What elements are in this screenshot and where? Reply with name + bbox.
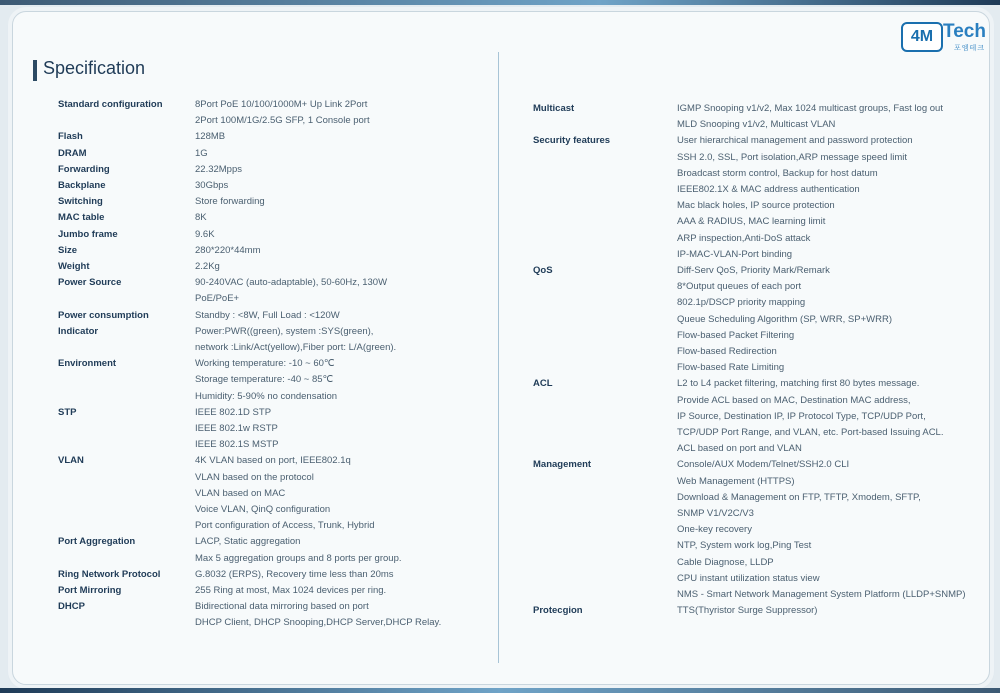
spec-value: 1G — [195, 147, 208, 159]
spec-label: Multicast — [533, 103, 575, 114]
spec-value: 255 Ring at most, Max 1024 devices per ring. — [195, 585, 387, 596]
spec-label: Standard configuration — [58, 99, 163, 110]
logo-mark: 4M — [901, 22, 943, 52]
spec-value: VLAN based on MAC — [195, 487, 286, 499]
spec-value: User hierarchical management and password protection — [677, 135, 913, 147]
spec-value: Download & Management on FTP, TFTP, Xmodem, SFTP, — [677, 491, 921, 503]
spec-value: Web Management (HTTPS) — [677, 475, 795, 487]
title-accent — [33, 60, 37, 81]
spec-value: 9.6K — [195, 228, 215, 240]
column-divider — [498, 52, 499, 663]
top-accent-bar — [0, 0, 1000, 5]
spec-label: Port Mirroring — [58, 585, 122, 596]
spec-label: Ring Network Protocol — [58, 568, 161, 580]
spec-value: TTS(Thyristor Surge Suppressor) — [677, 605, 818, 617]
spec-value: ARP inspection,Anti-DoS attack — [677, 232, 811, 244]
spec-value: Mac black holes, IP source protection — [677, 200, 835, 212]
spec-value: IEEE 802.1w RSTP — [195, 423, 278, 434]
spec-label: DRAM — [58, 147, 87, 159]
spec-label: Power Source — [58, 277, 122, 289]
spec-value: One-key recovery — [677, 524, 752, 536]
page-title: Specification — [43, 58, 146, 78]
spec-value: SNMP V1/V2C/V3 — [677, 508, 754, 519]
spec-label: Management — [533, 459, 592, 471]
spec-value: LACP, Static aggregation — [195, 536, 301, 548]
spec-value: 2.2Kg — [195, 261, 220, 272]
spec-label: MAC table — [58, 212, 105, 224]
spec-label: ACL — [533, 378, 553, 390]
spec-value: Console/AUX Modem/Telnet/SSH2.0 CLI — [677, 459, 850, 471]
spec-label: Security features — [533, 135, 611, 147]
spec-value: 128MB — [195, 131, 226, 143]
spec-value: Store forwarding — [195, 196, 265, 208]
spec-label: QoS — [533, 265, 553, 276]
spec-value: 90-240VAC (auto-adaptable), 50-60Hz, 130W — [195, 277, 388, 289]
spec-label: DHCP — [58, 601, 85, 613]
spec-label: Switching — [58, 196, 103, 208]
spec-value: SSH 2.0, SSL, Port isolation,ARP message speed limit — [677, 151, 908, 163]
spec-value: Bidirectional data mirroring based on port — [195, 601, 369, 613]
spec-value: Voice VLAN, QinQ configuration — [195, 504, 331, 515]
spec-value: PoE/PoE+ — [195, 293, 240, 305]
spec-label: STP — [58, 406, 77, 418]
spec-label: Backplane — [58, 180, 106, 191]
spec-value: 30Gbps — [195, 180, 229, 191]
spec-label: Indicator — [58, 325, 99, 337]
spec-value: IEEE 802.1S MSTP — [195, 439, 279, 451]
spec-value: network :Link/Act(yellow),Fiber port: L/A(green). — [195, 342, 397, 353]
spec-value: 8*Output queues of each port — [677, 281, 802, 293]
spec-value: Humidity: 5-90% no condensation — [195, 390, 338, 402]
spec-value: Provide ACL based on MAC, Destination MAC address, — [677, 394, 911, 406]
spec-value: DHCP Client, DHCP Snooping,DHCP Server,DHCP Relay. — [195, 617, 442, 629]
spec-value: Cable Diagnose, LLDP — [677, 556, 774, 568]
spec-value: IP Source, Destination IP, IP Protocol Type, TCP/UDP Port, — [677, 410, 926, 422]
spec-value: Flow-based Packet Filtering — [677, 329, 795, 341]
spec-value: Power:PWR((green), system :SYS(green), — [195, 325, 374, 337]
spec-label: Weight — [58, 261, 90, 272]
brand-logo — [901, 22, 991, 52]
spec-value: Flow-based Rate Limiting — [677, 362, 785, 374]
spec-value: Queue Scheduling Algorithm (SP, WRR, SP+WRR) — [677, 313, 892, 325]
spec-value: 8Port PoE 10/100/1000M+ Up Link 2Port — [195, 99, 368, 110]
spec-label: Size — [58, 244, 78, 256]
spec-label: Forwarding — [58, 163, 110, 175]
spec-value: AAA & RADIUS, MAC learning limit — [677, 216, 826, 228]
spec-value: 4K VLAN based on port, IEEE802.1q — [195, 455, 351, 467]
spec-value: NMS - Smart Network Management System Platform (LLDP+SNMP) — [677, 589, 966, 600]
logo-subtext: 포엠테크 — [954, 45, 986, 52]
spec-value: 8K — [195, 212, 207, 224]
spec-value: ACL based on port and VLAN — [677, 443, 802, 455]
spec-value: 802.1p/DSCP priority mapping — [677, 297, 806, 309]
spec-value: IP-MAC-VLAN-Port binding — [677, 248, 793, 260]
spec-value: Broadcast storm control, Backup for host datum — [677, 167, 878, 179]
spec-value: 280*220*44mm — [195, 244, 261, 256]
spec-label: Jumbo frame — [58, 228, 118, 240]
spec-value: Flow-based Redirection — [677, 346, 777, 357]
spec-value: 2Port 100M/1G/2.5G SFP, 1 Console port — [195, 115, 370, 127]
spec-label: Flash — [58, 131, 83, 143]
spec-label: Protecgion — [533, 605, 583, 617]
spec-label: VLAN — [58, 455, 84, 467]
spec-value: L2 to L4 packet filtering, matching first 80 bytes message. — [677, 378, 920, 390]
spec-value: IGMP Snooping v1/v2, Max 1024 multicast groups, Fast log out — [677, 103, 943, 114]
spec-value: NTP, System work log,Ping Test — [677, 540, 812, 552]
spec-value: Max 5 aggregation groups and 8 ports per group. — [195, 552, 402, 564]
spec-value: CPU instant utilization status view — [677, 572, 820, 584]
spec-value: VLAN based on the protocol — [195, 471, 314, 483]
spec-value: IEEE 802.1D STP — [195, 406, 272, 418]
bottom-accent-bar — [0, 688, 1000, 693]
spec-value: Working temperature: -10 ~ 60℃ — [195, 358, 335, 370]
spec-label: Power consumption — [58, 309, 149, 321]
spec-value: MLD Snooping v1/v2, Multicast VLAN — [677, 119, 836, 131]
logo-word: Tech — [943, 21, 986, 42]
spec-value: 22.32Mpps — [195, 163, 243, 175]
spec-label: Environment — [58, 358, 117, 370]
spec-value: TCP/UDP Port Range, and VLAN, etc. Port-based Issuing ACL. — [677, 427, 944, 438]
spec-label: Port Aggregation — [58, 536, 136, 548]
spec-value: IEEE802.1X & MAC address authentication — [677, 184, 860, 195]
spec-value: G.8032 (ERPS), Recovery time less than 20ms — [195, 568, 394, 580]
spec-value: Port configuration of Access, Trunk, Hybrid — [195, 520, 375, 532]
spec-value: Diff-Serv QoS, Priority Mark/Remark — [677, 265, 830, 276]
spec-value: Storage temperature: -40 ~ 85℃ — [195, 374, 334, 386]
spec-value: Standby : <8W, Full Load : <120W — [195, 309, 340, 321]
